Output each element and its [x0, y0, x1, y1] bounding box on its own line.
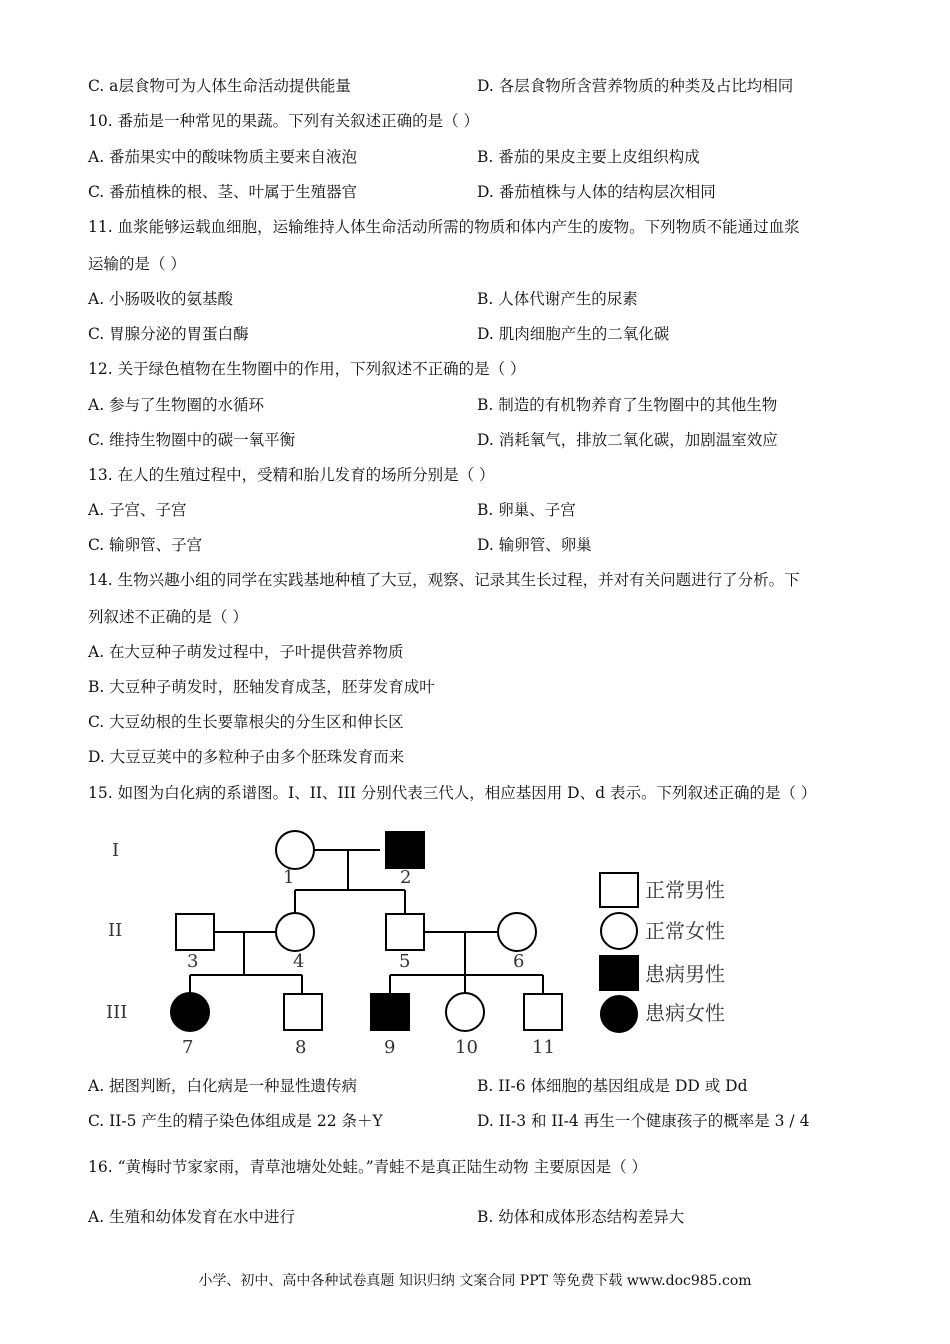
text-line: C. 大豆幼根的生长要靠根尖的分生区和伸长区	[88, 713, 404, 731]
text-line: 16. “黄梅时节家家雨，青草池塘处处蛙。”青蛙不是真正陆生动物 主要原因是（ ）	[88, 1158, 648, 1176]
text-line: D. 肌肉细胞产生的二氧化碳	[477, 325, 670, 343]
legend-affected-female-label: 患病女性	[645, 1001, 725, 1025]
pedigree-number-5: 5	[399, 951, 411, 972]
text-line: A. 子宫、子宫	[88, 501, 187, 519]
text-line: A. 参与了生物圈的水循环	[88, 396, 265, 414]
pedigree-number-11: 11	[532, 1037, 555, 1058]
legend-normal-male-symbol	[600, 873, 638, 907]
text-line: B. 幼体和成体形态结构差异大	[477, 1208, 685, 1226]
text-line: C. a层食物可为人体生命活动提供能量	[88, 77, 351, 95]
pedigree-number-1: 1	[283, 867, 295, 888]
text-line: D. 输卵管、卵巢	[477, 536, 592, 554]
legend-affected-male-label: 患病男性	[645, 962, 725, 986]
pedigree-individual-2	[386, 832, 424, 868]
pedigree-individual-6	[498, 913, 536, 951]
pedigree-number-7: 7	[182, 1037, 194, 1058]
text-line: A. 在大豆种子萌发过程中，子叶提供营养物质	[88, 643, 404, 661]
generation-label-II: II	[108, 920, 123, 941]
pedigree-individual-9	[371, 994, 409, 1030]
pedigree-legend	[600, 873, 725, 1032]
pedigree-number-6: 6	[513, 951, 525, 972]
legend-normal-female-symbol	[601, 913, 637, 949]
pedigree-number-9: 9	[384, 1037, 396, 1058]
text-line: B. 人体代谢产生的尿素	[477, 290, 638, 308]
text-line: D. 大豆豆荚中的多粒种子由多个胚珠发育而来	[88, 748, 405, 766]
text-line: C. 维持生物圈中的碳一氧平衡	[88, 431, 296, 449]
text-line: 列叙述不正确的是（ ）	[88, 608, 248, 626]
pedigree-individual-7	[171, 993, 209, 1031]
legend-normal-male-label: 正常男性	[645, 878, 725, 902]
text-line: A. 据图判断，白化病是一种显性遗传病	[88, 1077, 358, 1095]
text-line: 12. 关于绿色植物在生物圈中的作用，下列叙述不正确的是（ ）	[88, 360, 526, 378]
legend-affected-male-symbol	[600, 956, 638, 990]
pedigree-lines	[190, 850, 543, 995]
text-line: B. II-6 体细胞的基因组成是 DD 或 Dd	[477, 1077, 748, 1095]
text-line: B. 大豆种子萌发时，胚轴发育成茎，胚芽发育成叶	[88, 678, 435, 696]
text-line: 15. 如图为白化病的系谱图。I、II、III 分别代表三代人，相应基因用 D、d 表示。下列叙述正确的是（ ）	[88, 784, 817, 802]
pedigree-diagram	[100, 820, 780, 1065]
text-line: D. 番茄植株与人体的结构层次相同	[477, 183, 716, 201]
text-line: B. 卵巢、子宫	[477, 501, 576, 519]
pedigree-individual-1	[276, 831, 314, 869]
text-line: D. 消耗氧气，排放二氧化碳，加剧温室效应	[477, 431, 778, 449]
text-line: C. II-5 产生的精子染色体组成是 22 条＋Y	[88, 1112, 383, 1130]
text-line: D. II-3 和 II-4 再生一个健康孩子的概率是 3 / 4	[477, 1112, 810, 1130]
text-line: A. 小肠吸收的氨基酸	[88, 290, 234, 308]
text-line: 14. 生物兴趣小组的同学在实践基地种植了大豆，观察、记录其生长过程，并对有关问题进行了分析。下	[88, 571, 800, 589]
pedigree-number-2: 2	[400, 867, 412, 888]
generation-label-III: III	[106, 1002, 128, 1023]
text-line: B. 番茄的果皮主要上皮组织构成	[477, 148, 700, 166]
text-line: A. 番茄果实中的酸味物质主要来自液泡	[88, 148, 358, 166]
text-line: C. 胃腺分泌的胃蛋白酶	[88, 325, 249, 343]
pedigree-individual-5	[386, 914, 424, 950]
text-line: 10. 番茄是一种常见的果蔬。下列有关叙述正确的是（ ）	[88, 112, 480, 130]
pedigree-number-8: 8	[295, 1037, 307, 1058]
text-line: B. 制造的有机物养育了生物圈中的其他生物	[477, 396, 778, 414]
text-line: C. 输卵管、子宫	[88, 536, 203, 554]
text-line: 13. 在人的生殖过程中，受精和胎儿发育的场所分别是（ ）	[88, 466, 495, 484]
pedigree-number-4: 4	[293, 951, 305, 972]
pedigree-individual-4	[276, 913, 314, 951]
pedigree-individual-11	[524, 994, 562, 1030]
text-line: A. 生殖和幼体发育在水中进行	[88, 1208, 296, 1226]
pedigree-individual-3	[176, 914, 214, 950]
legend-affected-female-symbol	[601, 996, 637, 1032]
page-footer: 小学、初中、高中各种试卷真题 知识归纳 文案合同 PPT 等免费下载 www.doc985.com	[198, 1273, 752, 1289]
legend-normal-female-label: 正常女性	[645, 919, 725, 943]
pedigree-number-3: 3	[187, 951, 199, 972]
text-line: D. 各层食物所含营养物质的种类及占比均相同	[477, 77, 794, 95]
pedigree-number-10: 10	[455, 1037, 478, 1058]
pedigree-individual-8	[284, 994, 322, 1030]
text-line: 11. 血浆能够运载血细胞，运输维持人体生命活动所需的物质和体内产生的废物。下列物质不能通过血浆	[88, 218, 800, 236]
pedigree-individual-10	[446, 993, 484, 1031]
text-line: 运输的是（ ）	[88, 255, 186, 273]
text-line: C. 番茄植株的根、茎、叶属于生殖器官	[88, 183, 358, 201]
generation-label-I: I	[112, 840, 120, 861]
